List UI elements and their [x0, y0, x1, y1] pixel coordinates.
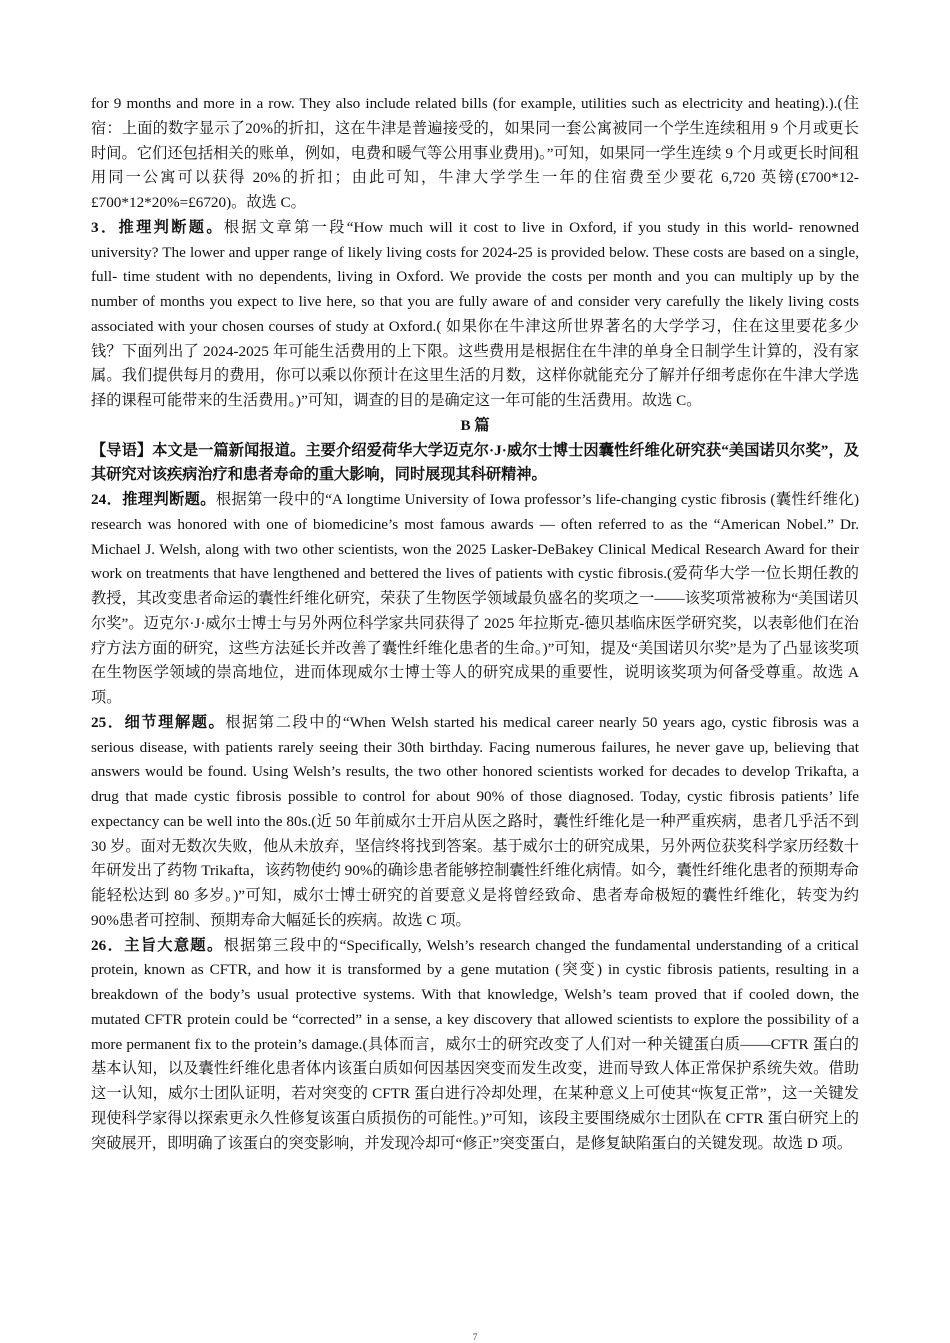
continuation-paragraph: for 9 months and more in a row. They also include related bills (for example, utilities such as electricity and heating).).(住宿：上面的数字显示了20%的折扣，这在牛津是普遍接受的，如果同一套公寓被同一个学生连续租用 9 个月或更长时间。它们还包括相关的账单，例如，电费和暖气等公用事业费用)。”可知，如果同一学生连续 9 个月或更长时间租用同一公寓可以获得 20%的折扣；由此可知，牛津大学学生一年的住宿费至少要花 6,720 英镑(£700*12-£700*12*20%=£6720)。故选 C。: [91, 95, 859, 211]
question-24-label: 24．推理判断题。: [91, 491, 216, 508]
question-25-text: 根据第二段中的“When Welsh started his medical career nearly 50 years ago, cystic fibrosis was a serious disease, with patients rarely seeing their 30th birthday. Facing numerous failures, he never gave up, believing that answers would be found. Using Welsh’s results, the two other honored scientists worked for decades to develop Trikafta, a drug that made cystic fibrosis possible to control for about 90% of those diagnosed. Today, cystic fibrosis patients’ life expectancy can be well into the 80s.(近 50 年前威尔士开启从医之路时，囊性纤维化是一种严重疾病，患者几乎活不到 30 岁。面对无数次失败，他从未放弃，坚信终将找到答案。基于威尔士的研究成果，另外两位获奖科学家历经数十年研发出了药物 Trikafta，该药物使约 90%的确诊患者能够控制囊性纤维化病情。如今，囊性纤维化患者的预期寿命能轻松达到 80 多岁。)”可知，威尔士博士研究的首要意义是将曾经致命、患者寿命极短的囊性纤维化，转变为约 90%患者可控制、预期寿命大幅延长的疾病。故选 C 项。: [91, 713, 860, 929]
question-3-explanation: [91, 216, 859, 414]
question-25-explanation: [91, 711, 859, 934]
question-24-explanation: [91, 488, 859, 711]
page-number: 7: [472, 1332, 478, 1342]
section-b-title: B 篇: [460, 416, 490, 434]
question-26-label: 26．主旨大意题。: [91, 936, 224, 954]
document-page: [91, 92, 859, 1156]
question-26-explanation: [91, 934, 859, 1157]
question-3-label: 3．推理判断题。: [91, 218, 224, 236]
question-3-text: 根据文章第一段“How much will it cost to live in Oxford, if you study in this world- renowned university? The lower and upper range of likely living costs for 2024-25 is provided below. These costs are based on a single, full- time student with no dependents, living in Oxford. We provide the costs per month and you can multiply up by the number of months you expect to live here, so that you are fully aware of and consider very carefully the likely living costs associated with your chosen courses of study at Oxford.( 如果你在牛津这所世界著名的大学学习，住在这里要花多少钱？下面列出了 2024-2025 年可能生活费用的上下限。这些费用是根据住在牛津的单身全日制学生计算的，没有家属。我们提供每月的费用，你可以乘以你预计在这里生活的月数，这样你就能充分了解并仔细考虑你在牛津大学选择的课程可能带来的生活费用。)”可知，调查的目的是确定这一年可能的生活费用。故选 C。: [91, 218, 860, 409]
question-25-label: 25．细节理解题。: [91, 713, 226, 731]
question-26-text: 根据第三段中的“Specifically, Welsh’s research changed the fundamental understanding of a critical protein, known as CFTR, and how it is transformed by a gene mutation (突变) in cystic fibrosis patients, resulting in a breakdown of the body’s usual protective systems. With that knowledge, Welsh’s team proved that if cooled down, the mutated CFTR protein could be “corrected” in a sense, a key discovery that allowed scientists to explore the possibility of a more permanent fix to the protein’s damage.(具体而言，威尔士的研究改变了人们对一种关键蛋白质——CFTR 蛋白的基本认知，以及囊性纤维化患者体内该蛋白质如何因基因突变而发生改变，进而导致人体正常保护系统失效。借助这一认知，威尔士团队证明，若对突变的 CFTR 蛋白进行冷却处理，在某种意义上可使其“恢复正常”，这一关键发现使科学家得以探索更永久性修复该蛋白质损伤的可能性。)”可知，该段主要围绕威尔士团队在 CFTR 蛋白研究上的突破展开，即明确了该蛋白的突变影响，并发现冷却可“修正”突变蛋白，是修复缺陷蛋白的关键发现。故选 D 项。: [91, 936, 860, 1152]
section-b-intro: 【导语】本文是一篇新闻报道。主要介绍爱荷华大学迈克尔·J·威尔士博士因囊性纤维化研究获“美国诺贝尔奖”，及其研究对该疾病治疗和患者寿命的重大影响，同时展现其科研精神。: [91, 441, 859, 484]
question-24-text: 根据第一段中的“A longtime University of Iowa professor’s life-changing cystic fibrosis (囊性纤维化) research was honored with one of biomedicine’s most famous awards — often referred to as the “American Nobel.” Dr. Michael J. Welsh, along with two other scientists, won the 2025 Lasker-DeBakey Clinical Medical Research Award for their work on treatments that have lengthened and bettered the lives of patients with cystic fibrosis.(爱荷华大学一位长期任教的教授，其改变患者命运的囊性纤维化研究，荣获了生物医学领域最负盛名的奖项之一——该奖项常被称为“美国诺贝尔奖”。迈克尔·J·威尔士博士与另外两位科学家共同获得了 2025 年拉斯克-德贝基临床医学研究奖，以表彰他们在治疗方法方面的研究，这些方法延长并改善了囊性纤维化患者的生命。)”可知，提及“美国诺贝尔奖”是为了凸显该奖项在生物医学领域的崇高地位，进而体现威尔士博士等人的研究成果的重要性，说明该奖项为何备受尊重。故选 A 项。: [91, 491, 859, 706]
